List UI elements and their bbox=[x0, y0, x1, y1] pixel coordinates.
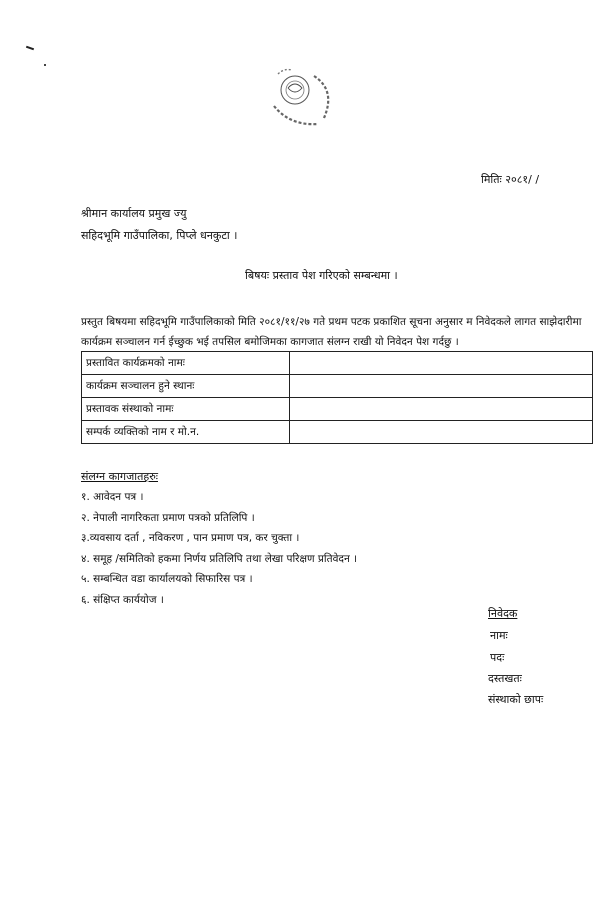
program-location-field[interactable] bbox=[290, 375, 593, 398]
contact-person-field[interactable] bbox=[290, 421, 593, 444]
table-row bbox=[82, 421, 593, 444]
program-name-label: प्रस्तावित कार्यक्रमको नामः bbox=[82, 352, 290, 375]
attachments-list bbox=[81, 487, 357, 610]
office-seal-icon bbox=[262, 58, 352, 138]
table-row bbox=[82, 398, 593, 421]
organization-name-label: प्रस्तावक संस्थाको नामः bbox=[82, 398, 290, 421]
body-paragraph: प्रस्तुत बिषयमा सहिदभूमि गाउँपालिकाको मिति २०८१/११/२७ गते प्रथम पटक प्रकाशित सूचना अनुसार म निवेदकले लागत साझेदारीमा कार्यक्रम सञ्चालन गर्न ईच्छुक भई तपसिल बमोजिमका कागजात संलग्न राखी यो निवेदन पेश गर्दछु । bbox=[81, 316, 582, 348]
program-name-field[interactable] bbox=[290, 352, 593, 375]
addressee-title: श्रीमान कार्यालय प्रमुख ज्यु bbox=[81, 207, 187, 220]
list-item: ६. संक्षिप्त कार्ययोज । bbox=[81, 593, 164, 606]
applicant-name-label: नामः bbox=[490, 629, 508, 642]
applicant-info-table bbox=[81, 351, 593, 444]
program-location-label: कार्यक्रम सञ्चालन हुने स्थानः bbox=[82, 375, 290, 398]
applicant-signature-label: दस्तखतः bbox=[488, 672, 522, 685]
list-item: ३.व्यवसाय दर्ता , नविकरण , पान प्रमाण पत्र, कर चुक्ता । bbox=[81, 532, 300, 544]
date-line: मितिः २०८१/ / bbox=[481, 173, 540, 186]
contact-person-label: सम्पर्क व्यक्तिको नाम र मो.न. bbox=[82, 421, 290, 444]
subject-line: बिषयः प्रस्ताव पेश गरिएको सम्बन्धमा । bbox=[245, 269, 398, 282]
addressee-office: सहिदभूमि गाउँपालिका, पिप्ले धनकुटा । bbox=[81, 229, 238, 242]
organization-name-field[interactable] bbox=[290, 398, 593, 421]
list-item: ४. समूह /समितिको हकमा निर्णय प्रतिलिपि तथा लेखा परिक्षण प्रतिवेदन । bbox=[81, 552, 358, 565]
applicant-heading: निवेदक bbox=[488, 607, 518, 620]
organization-stamp-label: संस्थाको छापः bbox=[488, 693, 544, 706]
list-item: २. नेपाली नागरिकता प्रमाण पत्रको प्रतिलिपि । bbox=[81, 511, 255, 524]
scan-dot bbox=[44, 64, 46, 66]
scan-mark bbox=[26, 46, 34, 51]
table-row bbox=[82, 352, 593, 375]
table-row bbox=[82, 375, 593, 398]
attachments-heading: संलग्न कागजातहरुः bbox=[81, 470, 158, 483]
applicant-post-label: पदः bbox=[490, 651, 505, 664]
list-item: ५. सम्बन्धित वडा कार्यालयको सिफारिस पत्र । bbox=[81, 573, 253, 585]
list-item: १. आवेदन पत्र । bbox=[81, 491, 144, 503]
